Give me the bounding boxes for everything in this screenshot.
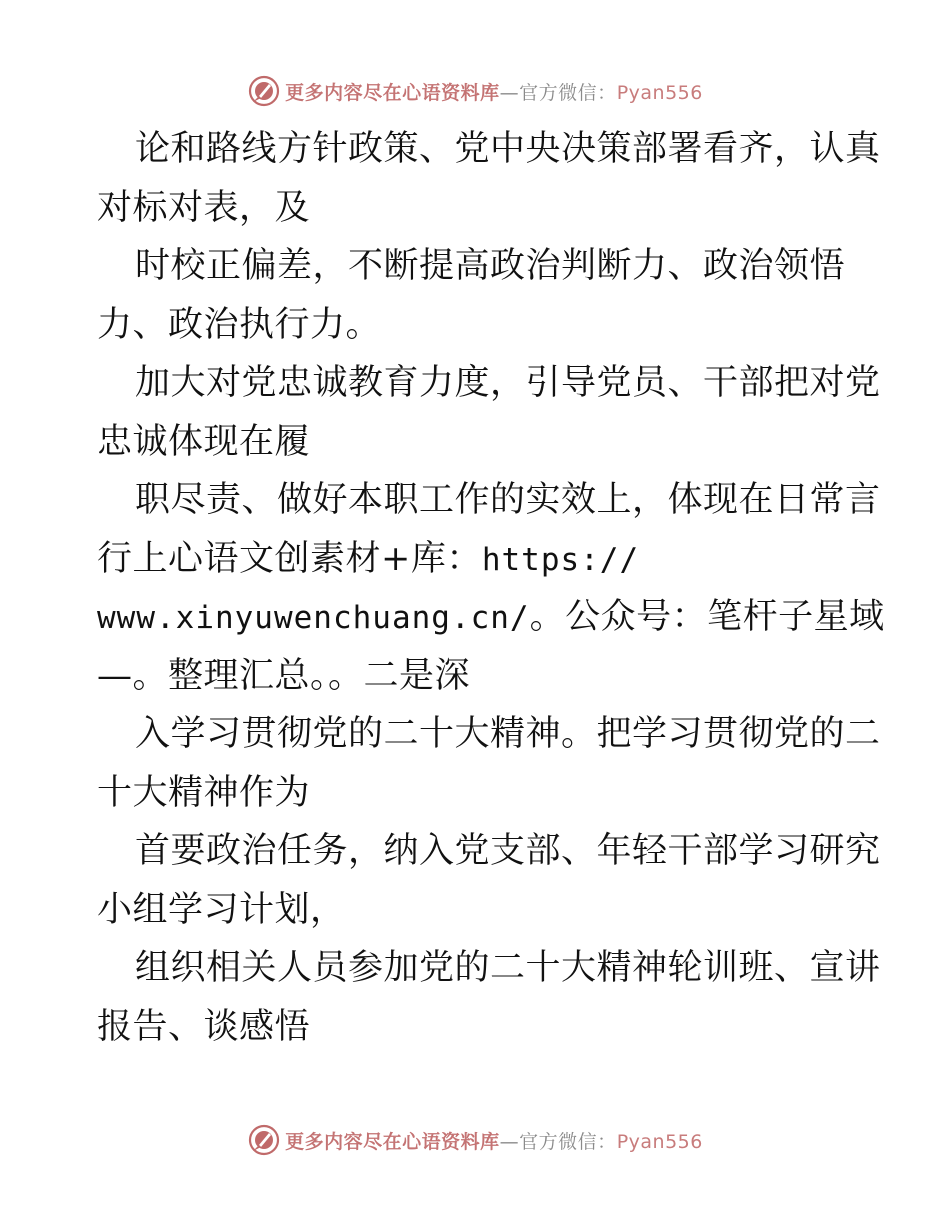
body-line: 首要政治任务，纳入党支部、年轻干部学习研究 [135, 831, 881, 871]
url-text: https:// [481, 541, 640, 578]
banner-lead-text: 更多内容尽在心语资料库 [285, 1130, 500, 1153]
header-banner [0, 71, 950, 111]
banner-wechat-label: —官方微信： [499, 1130, 617, 1153]
body-text: 行上心语文创素材+库： [97, 538, 482, 579]
body-line: 小组学习计划， [97, 889, 346, 930]
body-text: 。公众号：笔杆子星域 [529, 597, 885, 637]
body-line: 对标对表，及 [97, 187, 311, 228]
body-line: 忠诚体现在履 [97, 421, 311, 462]
footer-banner [0, 1120, 950, 1160]
pen-nib-logo-icon [247, 1123, 281, 1157]
body-line: 加大对党忠诚教育力度，引导党员、干部把对党 [135, 363, 881, 403]
body-line: 十大精神作为 [97, 772, 311, 813]
body-line-with-url [97, 588, 885, 647]
banner-wechat-id: Pyan556 [616, 81, 703, 104]
pen-nib-logo-icon [247, 74, 281, 108]
banner-wechat-label: —官方微信： [499, 81, 617, 104]
body-line-with-url [97, 530, 857, 589]
body-line: 报告、谈感悟 [97, 1006, 311, 1047]
document-body [97, 120, 885, 1056]
banner-text [285, 1127, 703, 1154]
body-line: 论和路线方针政策、党中央决策部署看齐，认真 [135, 129, 881, 169]
url-text: www.xinyuwenchuang.cn/ [97, 600, 530, 636]
body-line: 力、政治执行力。 [97, 304, 382, 345]
body-line: —。整理汇总。。二是深 [97, 655, 471, 696]
body-line: 入学习贯彻党的二十大精神。把学习贯彻党的二 [135, 714, 881, 754]
body-line: 职尽责、做好本职工作的实效上，体现在日常言 [135, 480, 881, 520]
body-line: 时校正偏差，不断提高政治判断力、政治领悟 [135, 246, 846, 286]
banner-wechat-id: Pyan556 [616, 1130, 703, 1153]
banner-text [285, 78, 703, 105]
banner-lead-text: 更多内容尽在心语资料库 [285, 81, 500, 104]
body-line: 组织相关人员参加党的二十大精神轮训班、宣讲 [135, 948, 881, 988]
